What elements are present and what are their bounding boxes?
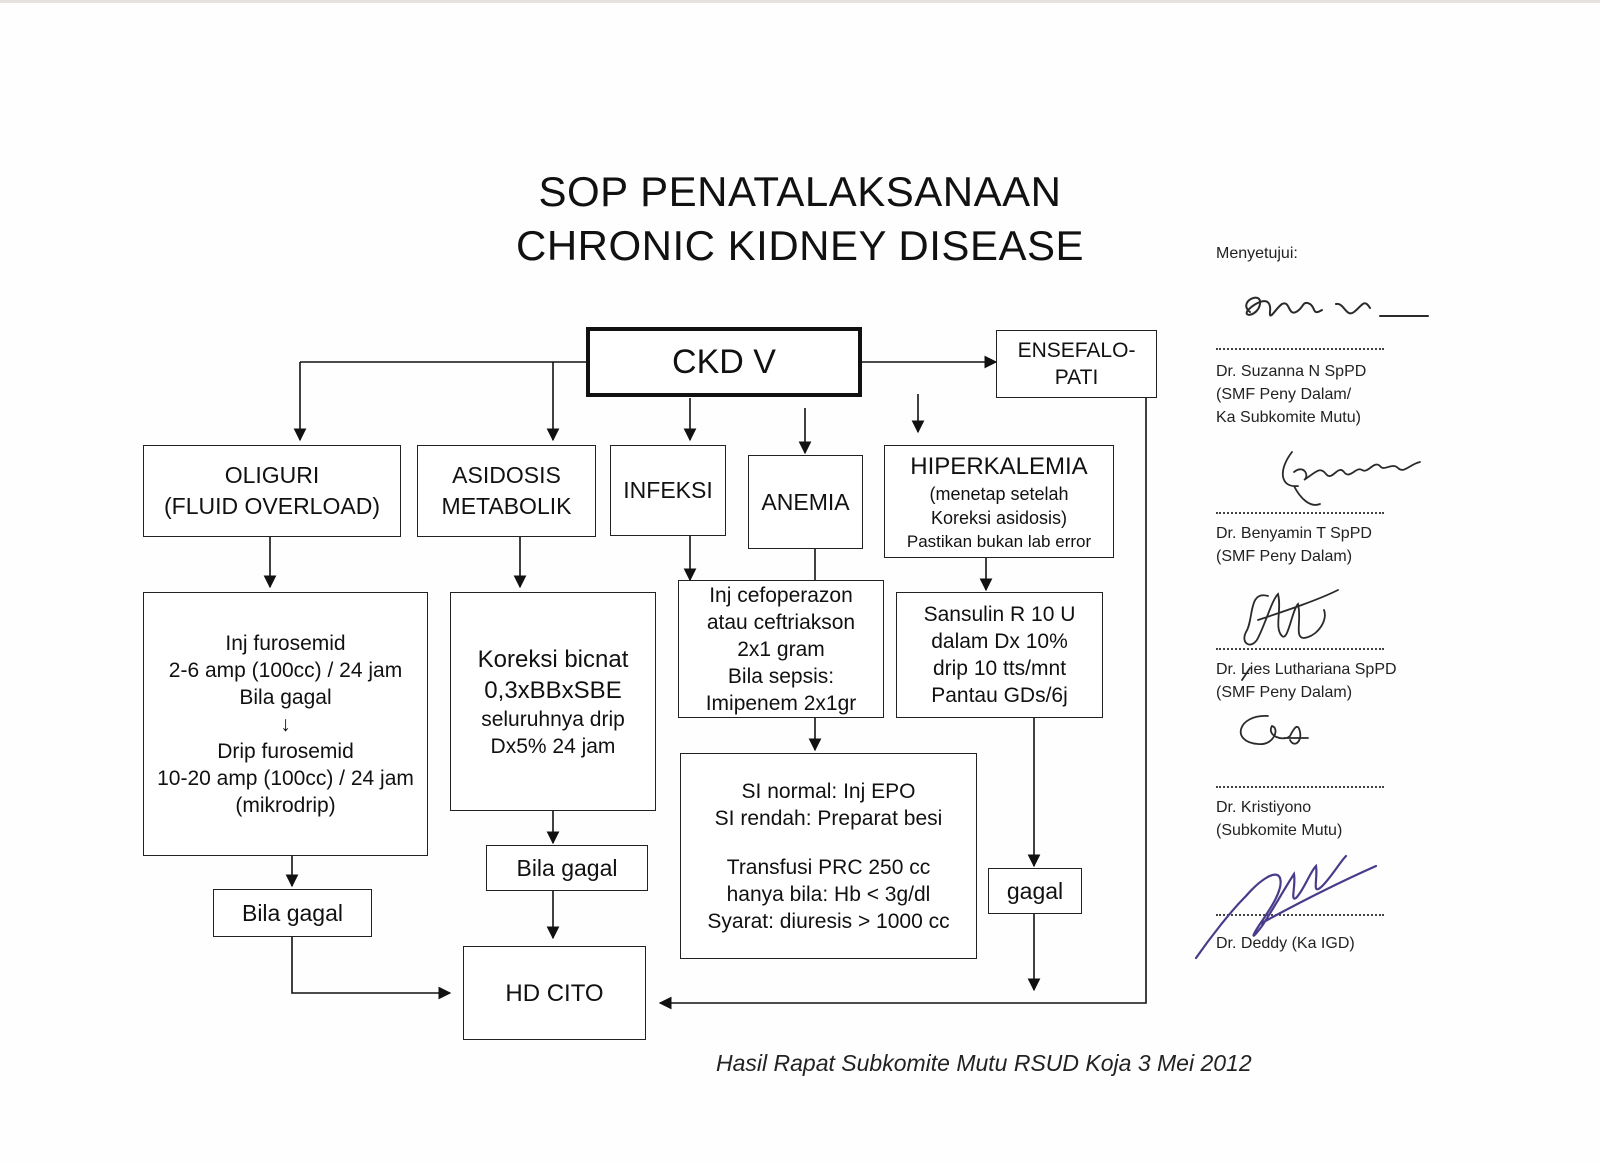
ckd-v-box — [586, 327, 862, 397]
oliguri-tx-line-5: 10-20 amp (100cc) / 24 jam — [157, 766, 414, 790]
bila-gagal-label-2: Bila gagal — [516, 854, 618, 881]
oliguri-tx-line-4: Drip furosemid — [217, 739, 354, 763]
oliguri-tx-arrow: ↓ — [280, 712, 291, 736]
signer-4-line-1: (Subkomite Mutu) — [1216, 822, 1343, 839]
anemia-tx-line-1: SI normal: Inj EPO — [741, 779, 916, 803]
approval-heading: Menyetujui: — [1216, 245, 1298, 262]
title-line-1: SOP PENATALAKSANAAN — [538, 168, 1062, 215]
bila-gagal-box-2 — [486, 845, 648, 891]
infeksi-label: INFEKSI — [623, 477, 713, 503]
bila-gagal-label-1: Bila gagal — [241, 899, 344, 926]
signature-1 — [1232, 282, 1432, 342]
asidosis-line-1: ASIDOSIS — [452, 462, 561, 488]
anemia-label: ANEMIA — [761, 488, 850, 515]
arrow-bila-to-hd — [292, 937, 450, 993]
ensefalopati-box — [996, 330, 1157, 398]
signature-3 — [1228, 580, 1358, 690]
infeksi-tx-line-3: 2x1 gram — [737, 637, 825, 661]
oliguri-tx-line-2: 2-6 amp (100cc) / 24 jam — [168, 658, 403, 682]
ckd-v-label: CKD V — [672, 342, 776, 381]
signature-5 — [1190, 842, 1380, 962]
oliguri-tx-line-1: Inj furosemid — [225, 631, 346, 655]
infeksi-treatment-box — [678, 580, 884, 718]
hiperkalemia-tx-line-3: drip 10 tts/mnt — [932, 657, 1067, 680]
anemia-treatment-box — [680, 753, 977, 959]
gagal-box — [988, 868, 1082, 914]
oliguri-treatment-box — [143, 592, 428, 856]
gagal-label: gagal — [1006, 877, 1064, 904]
infeksi-tx-line-2: atau ceftriakson — [706, 610, 856, 634]
oliguri-tx-line-3: Bila gagal — [239, 685, 332, 709]
asidosis-tx-line-3: seluruhnya drip — [481, 707, 625, 731]
anemia-box — [748, 455, 863, 549]
hiperkalemia-note: Pastikan bukan lab error — [906, 531, 1092, 551]
infeksi-box — [610, 445, 726, 536]
hiperkalemia-title: HIPERKALEMIA — [910, 452, 1088, 480]
signature-line-4 — [1216, 786, 1384, 788]
hiperkalemia-tx-line-1: Sansulin R 10 U — [923, 603, 1076, 626]
footer-note: Hasil Rapat Subkomite Mutu RSUD Koja 3 Mei 2012 — [716, 1050, 1252, 1076]
hd-cito-box — [463, 946, 646, 1040]
infeksi-tx-line-1: Inj cefoperazon — [709, 583, 853, 607]
ensefalopati-line-1: ENSEFALO- — [1017, 339, 1136, 362]
anemia-tx-line-3: Transfusi PRC 250 cc — [726, 855, 931, 879]
asidosis-box — [417, 445, 596, 537]
anemia-tx-line-5: Syarat: diuresis > 1000 cc — [707, 909, 950, 933]
oliguri-line-2: (FLUID OVERLOAD) — [164, 493, 380, 519]
asidosis-tx-line-2: 0,3xBBxSBE — [484, 676, 622, 704]
signer-3-name: Dr. Lies Luthariana SpPD — [1216, 661, 1397, 678]
bila-gagal-box-1 — [213, 889, 372, 937]
hiperkalemia-line-1: (menetap setelah — [929, 483, 1069, 504]
anemia-tx-line-2: SI rendah: Preparat besi — [714, 806, 943, 830]
title-line-2: CHRONIC KIDNEY DISEASE — [515, 222, 1084, 269]
asidosis-line-2: METABOLIK — [441, 493, 572, 519]
infeksi-tx-line-5: Imipenem 2x1gr — [705, 691, 857, 715]
asidosis-treatment-box — [450, 592, 656, 811]
hd-cito-label: HD CITO — [505, 979, 604, 1007]
signer-3-line-1: (SMF Peny Dalam) — [1216, 684, 1353, 701]
signer-1-line-2: Ka Subkomite Mutu) — [1216, 409, 1361, 426]
oliguri-tx-line-6: (mikrodrip) — [235, 793, 336, 817]
oliguri-box — [143, 445, 401, 537]
signer-2-name: Dr. Benyamin T SpPD — [1216, 525, 1372, 542]
oliguri-line-1: OLIGURI — [224, 462, 320, 488]
asidosis-tx-line-1: Koreksi bicnat — [477, 645, 629, 673]
asidosis-tx-line-4: Dx5% 24 jam — [490, 734, 616, 758]
signature-4 — [1228, 708, 1338, 758]
hiperkalemia-line-2: Koreksi asidosis) — [930, 507, 1068, 528]
hiperkalemia-tx-line-2: dalam Dx 10% — [931, 630, 1068, 653]
infeksi-tx-line-4: Bila sepsis: — [727, 664, 835, 688]
signer-1-name: Dr. Suzanna N SpPD — [1216, 363, 1367, 380]
ensefalopati-line-2: PATI — [1054, 366, 1099, 389]
hiperkalemia-box — [884, 445, 1114, 558]
signer-4-name: Dr. Kristiyono — [1216, 799, 1312, 816]
signature-line-1 — [1216, 348, 1384, 350]
hiperkalemia-treatment-box — [896, 592, 1103, 718]
signature-2 — [1270, 442, 1430, 522]
signer-5-name: Dr. Deddy (Ka IGD) — [1216, 935, 1355, 952]
signer-1-line-1: (SMF Peny Dalam/ — [1216, 386, 1352, 403]
hiperkalemia-tx-line-4: Pantau GDs/6j — [931, 684, 1068, 707]
anemia-tx-line-4: hanya bila: Hb < 3g/dl — [726, 882, 931, 906]
signer-2-line-1: (SMF Peny Dalam) — [1216, 548, 1353, 565]
